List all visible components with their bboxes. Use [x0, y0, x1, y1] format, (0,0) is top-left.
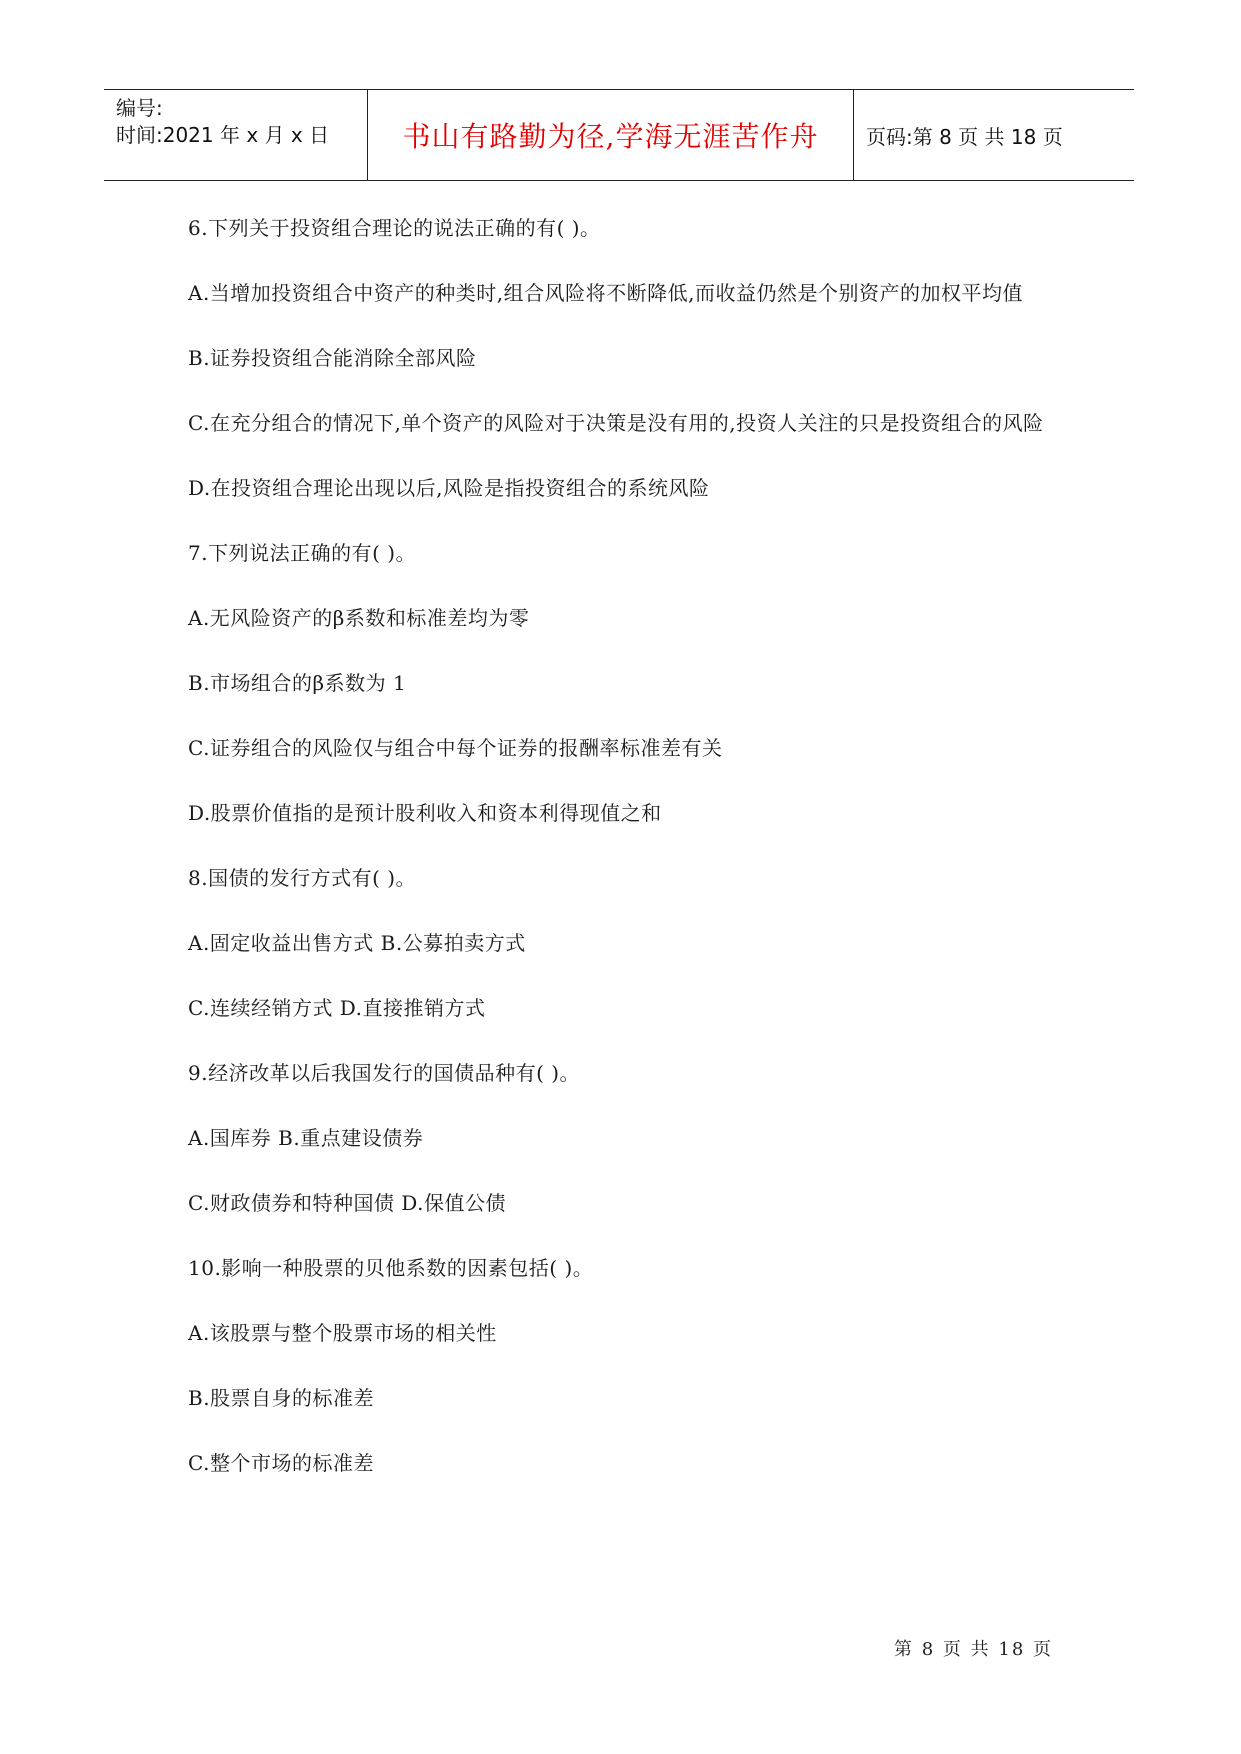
question-9-stem: 9.经济改革以后我国发行的国债品种有( )。: [188, 1061, 581, 1085]
question-8-options-ab: A.固定收益出售方式 B.公募拍卖方式: [188, 931, 526, 955]
question-6-option-a: A.当增加投资组合中资产的种类时,组合风险将不断降低,而收益仍然是个别资产的加权平均值: [188, 281, 1024, 305]
document-time-label: 时间:2021 年 x 月 x 日: [116, 123, 330, 147]
document-header: [104, 89, 1134, 181]
question-7-option-d: D.股票价值指的是预计股利收入和资本利得现值之和: [188, 801, 662, 825]
question-10-stem: 10.影响一种股票的贝他系数的因素包括( )。: [188, 1256, 594, 1280]
question-6-stem: 6.下列关于投资组合理论的说法正确的有( )。: [188, 216, 601, 240]
question-7-option-b: B.市场组合的β系数为 1: [188, 671, 407, 695]
page-footer: 第 8 页 共 18 页: [894, 1639, 1053, 1660]
question-7-option-a: A.无风险资产的β系数和标准差均为零: [188, 606, 530, 630]
document-body: [188, 212, 1058, 1512]
question-8-stem: 8.国债的发行方式有( )。: [188, 866, 417, 890]
question-8-options-cd: C.连续经销方式 D.直接推销方式: [188, 996, 486, 1020]
question-9-options-ab: A.国库券 B.重点建设债券: [188, 1126, 424, 1150]
header-page-code: 页码:第 8 页 共 18 页: [866, 124, 1063, 149]
header-motto-cell: [367, 90, 854, 180]
question-6-option-b: B.证券投资组合能消除全部风险: [188, 346, 477, 370]
header-page-cell: [854, 90, 1134, 180]
question-10-option-b: B.股票自身的标准差: [188, 1386, 375, 1410]
question-10-option-a: A.该股票与整个股票市场的相关性: [188, 1321, 497, 1345]
question-6-option-c: C.在充分组合的情况下,单个资产的风险对于决策是没有用的,投资人关注的只是投资组合的风险: [188, 411, 1044, 435]
header-meta-cell: [104, 90, 367, 180]
question-10-option-c: C.整个市场的标准差: [188, 1451, 374, 1475]
question-9-options-cd: C.财政债券和特种国债 D.保值公债: [188, 1191, 506, 1215]
header-motto: 书山有路勤为径,学海无涯苦作舟: [402, 120, 819, 153]
question-7-stem: 7.下列说法正确的有( )。: [188, 541, 417, 565]
question-6-option-d: D.在投资组合理论出现以后,风险是指投资组合的系统风险: [188, 476, 710, 500]
question-7-option-c: C.证券组合的风险仅与组合中每个证券的报酬率标准差有关: [188, 736, 723, 760]
document-number-label: 编号:: [116, 96, 163, 120]
